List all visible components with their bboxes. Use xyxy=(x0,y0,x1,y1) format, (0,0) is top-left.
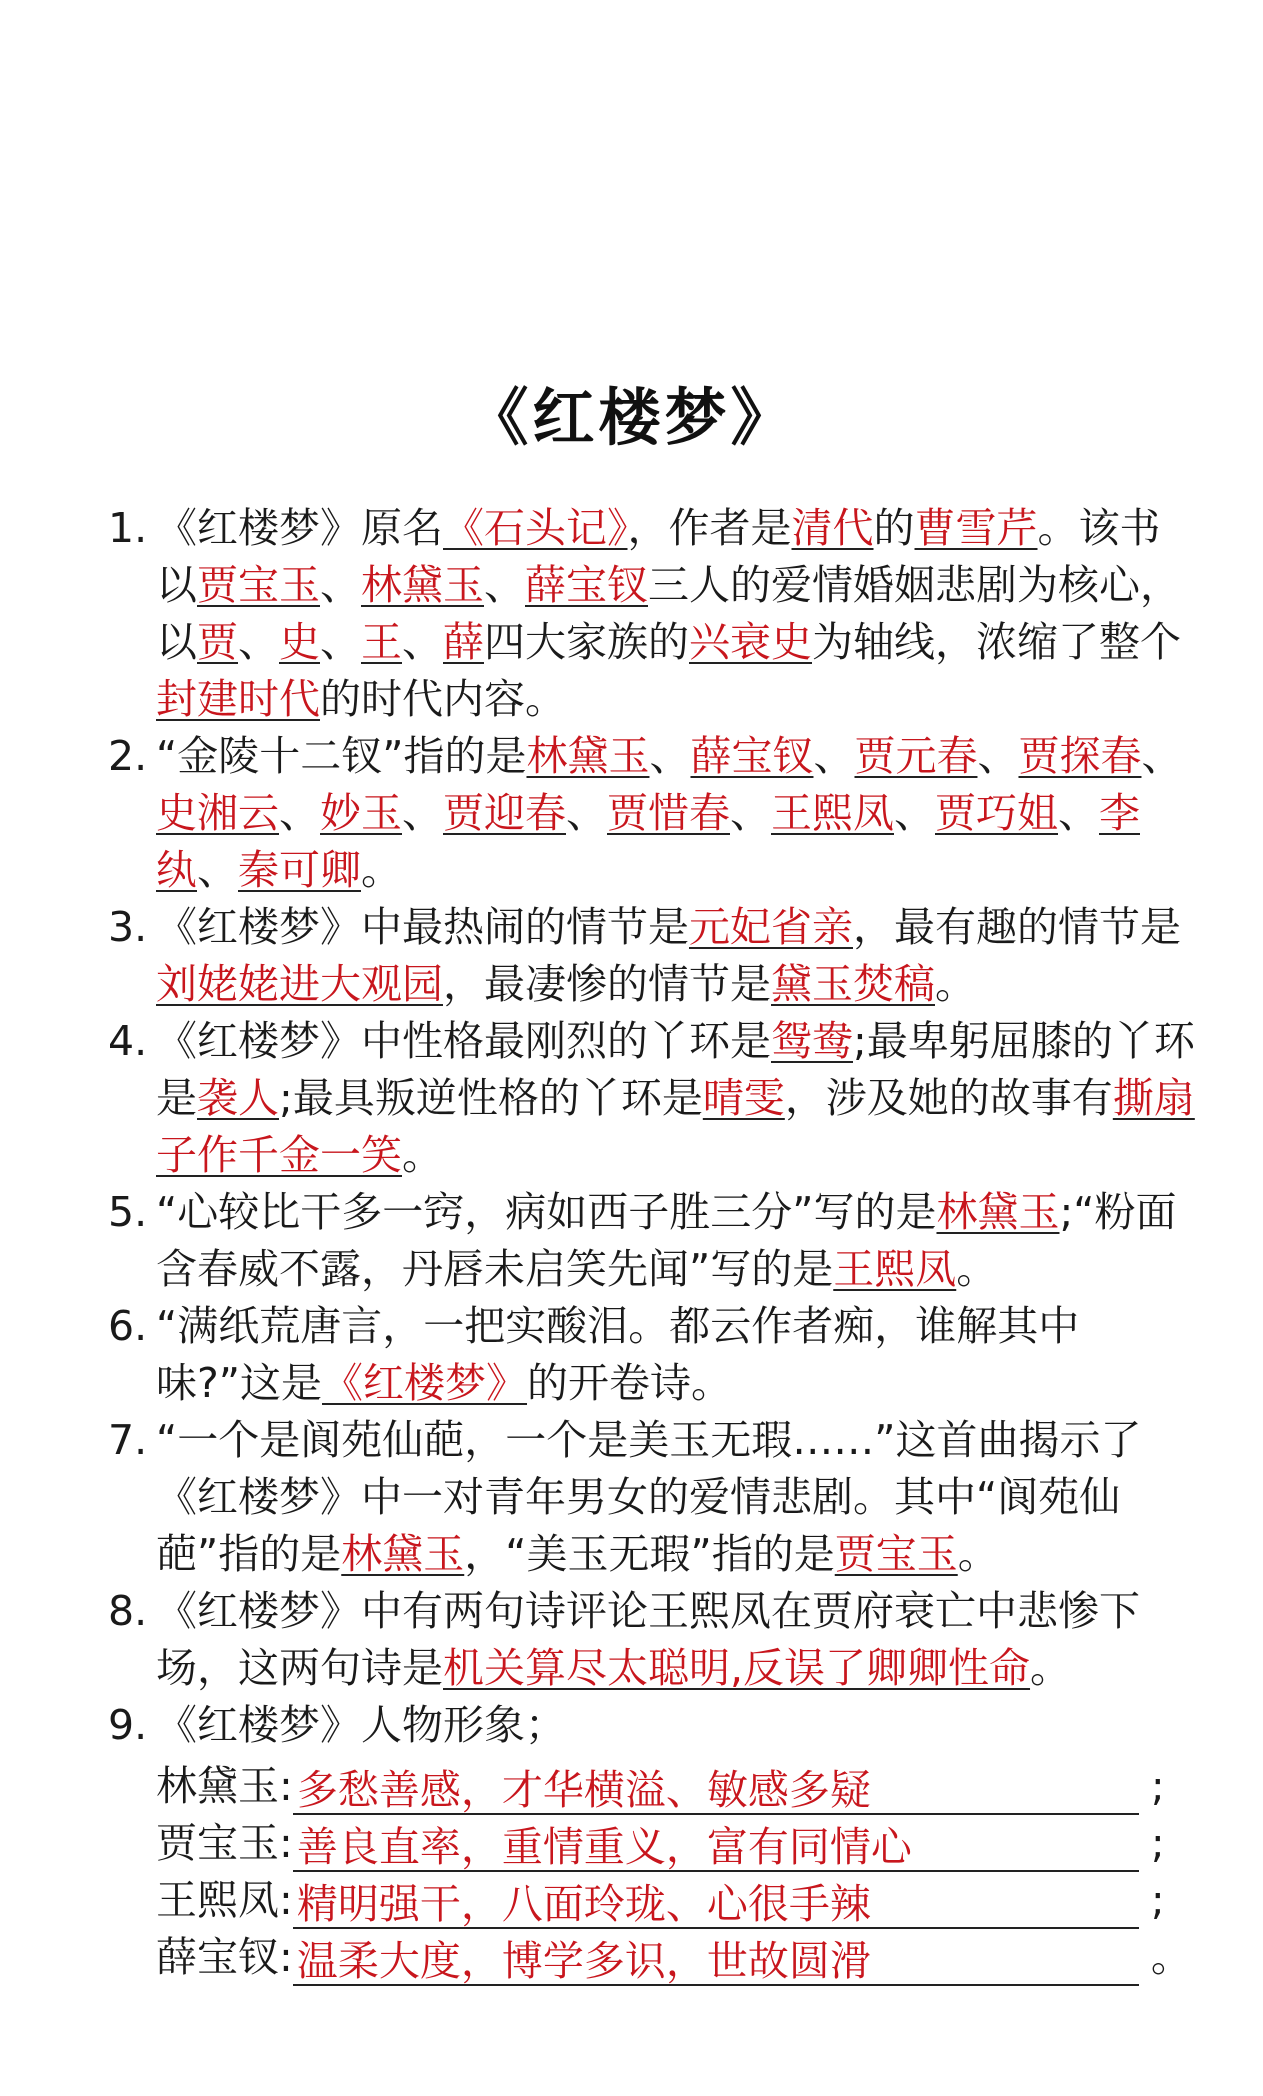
answer-text: 史湘云 xyxy=(156,789,279,837)
answer-text: 撕扇子作千金一笑 xyxy=(156,1074,1195,1179)
question-item-3 xyxy=(108,899,1198,1013)
question-text: 。 xyxy=(361,846,402,894)
question-text: 、 xyxy=(320,618,361,666)
answer-text: 元妃省亲 xyxy=(689,903,853,951)
answer-text: 《红楼梦》 xyxy=(322,1359,528,1407)
question-text: 、 xyxy=(320,561,361,609)
question-text: 、 xyxy=(1058,789,1099,837)
question-text: 、 xyxy=(402,789,443,837)
answer-text: 兴衰史 xyxy=(689,618,812,666)
answer-text: 薛宝钗 xyxy=(690,732,814,780)
question-text: 、 xyxy=(730,789,771,837)
character-description: 温柔大度，博学多识，世故圆滑 xyxy=(293,1936,1139,1986)
answer-text: 林黛玉 xyxy=(361,561,484,609)
question-text: ，最有趣的情节是 xyxy=(853,903,1181,951)
item-number: 3. xyxy=(108,903,148,951)
answer-text: 林黛玉 xyxy=(526,732,650,780)
answer-text: 贾巧姐 xyxy=(935,789,1058,837)
item-number: 1. xyxy=(108,504,148,552)
question-text: 的开卷诗。 xyxy=(527,1359,733,1407)
question-text: “一个是阆苑仙葩，一个是美玉无瑕……”这首曲揭示了《红楼梦》中一对青年男女的爱情悲剧。其中“阆苑仙葩”指的是 xyxy=(156,1416,1142,1578)
answer-text: 黛玉焚稿 xyxy=(771,960,935,1008)
item-body xyxy=(156,899,1198,1013)
question-text: 的 xyxy=(873,504,915,552)
question-item-7 xyxy=(108,1412,1198,1583)
question-text: ;“粉面含春威不露，丹唇未启笑先闻”写的是 xyxy=(156,1188,1177,1293)
answer-text: 薛 xyxy=(443,618,484,666)
question-text: 。 xyxy=(935,960,976,1008)
answer-text: 贾宝玉 xyxy=(834,1530,958,1578)
question-text: ;最卑躬屈膝的丫环是 xyxy=(156,1017,1195,1122)
character-name: 贾宝玉: xyxy=(156,1819,293,1867)
profile-row xyxy=(156,1929,1198,1986)
item-number: 5. xyxy=(108,1188,148,1236)
answer-text: 贾 xyxy=(197,618,238,666)
question-text: 。 xyxy=(1030,1644,1072,1692)
line-end-punctuation: ; xyxy=(1150,1762,1165,1810)
question-text: 三人的爱情婚姻悲剧为核心，以 xyxy=(156,561,1181,666)
answer-text: 妙玉 xyxy=(320,789,402,837)
item-heading: 《红楼梦》人物形象； xyxy=(156,1701,566,1749)
question-text: 、 xyxy=(1141,732,1183,780)
question-text: 四大家族的 xyxy=(484,618,689,666)
question-item-5 xyxy=(108,1184,1198,1298)
character-name: 林黛玉: xyxy=(156,1762,293,1810)
character-profiles xyxy=(156,1758,1198,1986)
item-body xyxy=(156,500,1198,728)
question-text: 。 xyxy=(956,1245,998,1293)
item-body xyxy=(156,1184,1198,1298)
item-number: 2. xyxy=(108,732,148,780)
answer-text: 贾宝玉 xyxy=(197,561,320,609)
profile-row xyxy=(156,1815,1198,1872)
question-text: 、 xyxy=(566,789,607,837)
item-number: 7. xyxy=(108,1416,148,1464)
question-text: 、 xyxy=(649,732,691,780)
answer-text: 晴雯 xyxy=(702,1074,785,1122)
question-item-9 xyxy=(108,1697,1198,1986)
question-text: 的时代内容。 xyxy=(320,675,566,723)
answer-text: 贾迎春 xyxy=(443,789,566,837)
item-number: 8. xyxy=(108,1587,148,1635)
question-text: 。该书以 xyxy=(156,504,1161,609)
item-number: 4. xyxy=(108,1017,148,1065)
question-text: 《红楼梦》原名 xyxy=(156,504,443,552)
answer-text: 《石头记》 xyxy=(443,504,628,552)
page-title: 《红楼梦》 xyxy=(466,381,797,454)
question-text: “满纸荒唐言，一把实酸泪。都云作者痴，谁解其中味?”这是 xyxy=(156,1302,1080,1407)
question-item-8 xyxy=(108,1583,1198,1697)
answer-text: 林黛玉 xyxy=(341,1530,465,1578)
answer-text: 秦可卿 xyxy=(238,846,361,894)
question-item-4 xyxy=(108,1013,1198,1184)
question-text: 《红楼梦》中性格最刚烈的丫环是 xyxy=(156,1017,771,1065)
item-body xyxy=(156,1412,1198,1583)
answer-text: 林黛玉 xyxy=(936,1188,1060,1236)
item-body xyxy=(156,1697,1198,1986)
item-body xyxy=(156,1298,1198,1412)
character-description: 善良直率，重情重义，富有同情心 xyxy=(293,1822,1139,1872)
question-text: 。 xyxy=(957,1530,999,1578)
profile-row xyxy=(156,1758,1198,1815)
answer-text: 李纨 xyxy=(156,789,1140,894)
character-name: 王熙凤: xyxy=(156,1876,293,1924)
item-body xyxy=(156,728,1198,899)
numbered-items xyxy=(108,500,1198,1697)
question-text: ，最凄惨的情节是 xyxy=(443,960,771,1008)
question-text: 、 xyxy=(813,732,855,780)
answer-text: 鸳鸯 xyxy=(771,1017,853,1065)
question-text: 、 xyxy=(238,618,279,666)
question-list xyxy=(108,500,1198,1986)
answer-text: 王熙凤 xyxy=(771,789,894,837)
question-text: 、 xyxy=(894,789,935,837)
answer-text: 清代 xyxy=(791,504,874,552)
question-text: ，作者是 xyxy=(627,504,792,552)
question-text: 、 xyxy=(977,732,1019,780)
answer-text: 机关算尽太聪明,反误了卿卿性命 xyxy=(443,1644,1031,1692)
question-text: ，涉及她的故事有 xyxy=(784,1074,1113,1122)
item-number: 6. xyxy=(108,1302,148,1350)
question-text: 。 xyxy=(402,1131,443,1179)
answer-text: 刘姥姥进大观园 xyxy=(156,960,443,1008)
profile-row xyxy=(156,1872,1198,1929)
character-name: 薛宝钗: xyxy=(156,1933,293,1981)
question-text: 《红楼梦》中有两句诗评论王熙凤在贾府衰亡中悲惨下场，这两句诗是 xyxy=(156,1587,1140,1692)
question-item-1 xyxy=(108,500,1198,728)
line-end-punctuation: ; xyxy=(1150,1876,1165,1924)
question-item-2 xyxy=(108,728,1198,899)
answer-text: 王 xyxy=(361,618,402,666)
answer-text: 封建时代 xyxy=(156,675,320,723)
answer-text: 史 xyxy=(279,618,320,666)
question-text: ;最具叛逆性格的丫环是 xyxy=(279,1074,703,1122)
question-text: ，“美玉无瑕”指的是 xyxy=(464,1530,835,1578)
question-text: 、 xyxy=(279,789,320,837)
character-description: 精明强干，八面玲珑、心很手辣 xyxy=(293,1879,1139,1929)
item-body xyxy=(156,1583,1198,1697)
answer-text: 贾元春 xyxy=(854,732,978,780)
answer-text: 曹雪芹 xyxy=(914,504,1038,552)
answer-text: 贾探春 xyxy=(1018,732,1142,780)
line-end-punctuation: ; xyxy=(1150,1819,1165,1867)
item-body xyxy=(156,1013,1198,1184)
question-text: “金陵十二钗”指的是 xyxy=(156,732,527,780)
answer-text: 薛宝钗 xyxy=(525,561,648,609)
question-item-6 xyxy=(108,1298,1198,1412)
question-text: 、 xyxy=(402,618,443,666)
question-text: “心较比干多一窍，病如西子胜三分”写的是 xyxy=(156,1188,937,1236)
question-text: 为轴线，浓缩了整个 xyxy=(812,618,1181,666)
answer-text: 贾惜春 xyxy=(607,789,730,837)
item-number: 9. xyxy=(108,1701,148,1749)
question-text: 、 xyxy=(484,561,525,609)
answer-text: 袭人 xyxy=(197,1074,279,1122)
line-end-punctuation: 。 xyxy=(1150,1933,1192,1981)
question-text: 《红楼梦》中最热闹的情节是 xyxy=(156,903,689,951)
question-text: 、 xyxy=(197,846,238,894)
answer-text: 王熙凤 xyxy=(833,1245,957,1293)
character-description: 多愁善感，才华横溢、敏感多疑 xyxy=(293,1765,1139,1815)
